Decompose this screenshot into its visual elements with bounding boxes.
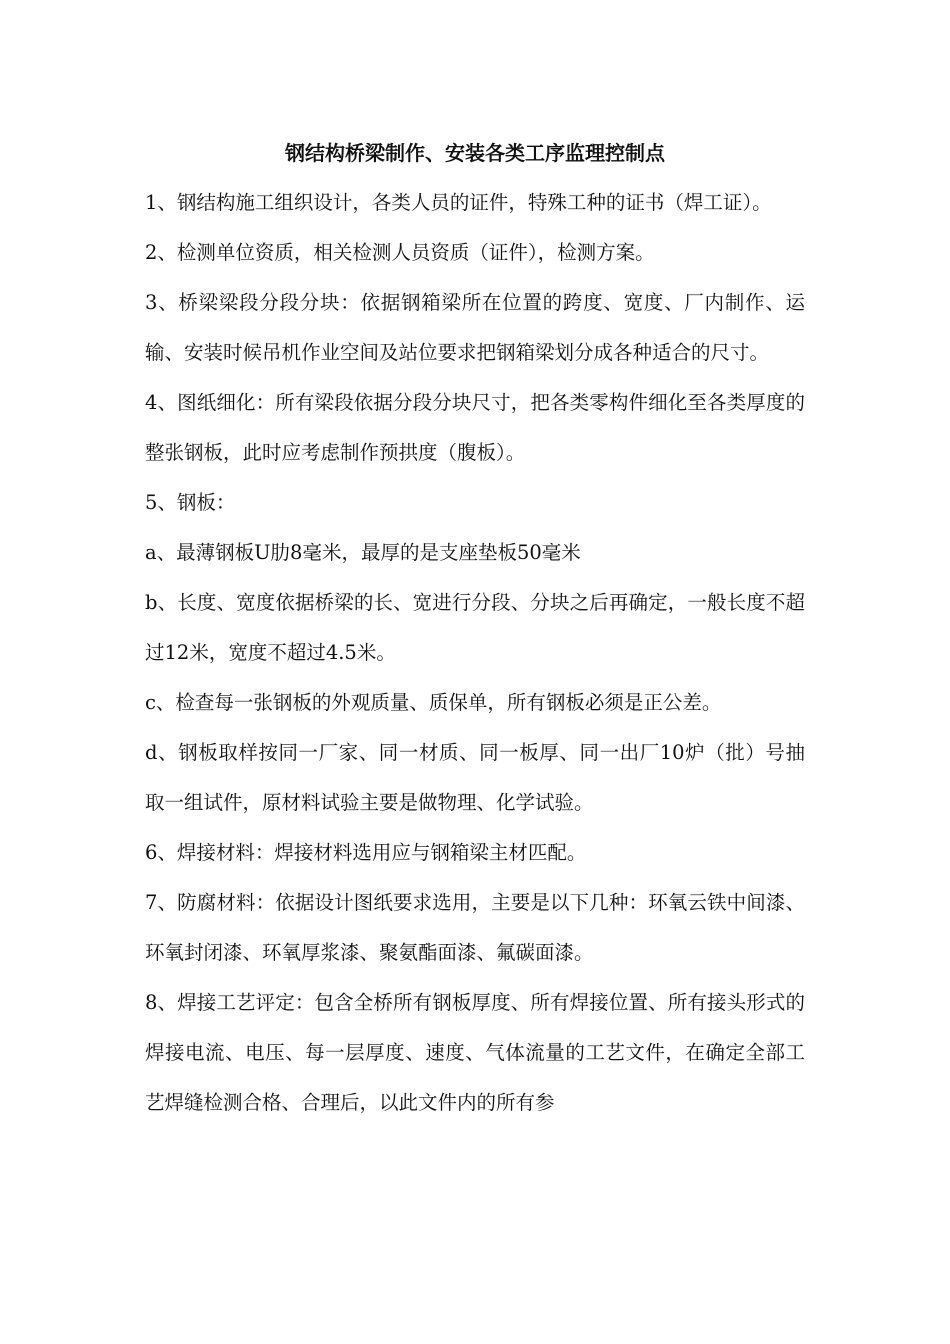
- paragraph-5a: a、最薄钢板U肋8毫米，最厚的是支座垫板50毫米: [145, 541, 581, 564]
- paragraph-5b: b、长度、宽度依据桥梁的长、宽进行分段、分块之后再确定，一般长度不超过12米，宽度不超过4.5米。: [145, 591, 805, 664]
- paragraph-2: 2、检测单位资质，相关检测人员资质（证件），检测方案。: [145, 241, 655, 264]
- paragraph-5c: c、检查每一张钢板的外观质量、质保单，所有钢板必须是正公差。: [145, 691, 722, 714]
- paragraph-7: 7、防腐材料：依据设计图纸要求选用，主要是以下几种：环氧云铁中间漆、环氧封闭漆、环氧厚浆漆、聚氨酯面漆、氟碳面漆。: [145, 891, 805, 964]
- document-body: [145, 128, 805, 1128]
- paragraph-4: 4、图纸细化：所有梁段依据分段分块尺寸，把各类零构件细化至各类厚度的整张钢板，此时应考虑制作预拱度（腹板）。: [145, 391, 805, 464]
- paragraph-1: 1、钢结构施工组织设计，各类人员的证件，特殊工种的证书（焊工证）。: [145, 191, 772, 214]
- paragraph-5d: d、钢板取样按同一厂家、同一材质、同一板厚、同一出厂10炉（批）号抽取一组试件，原材料试验主要是做物理、化学试验。: [145, 741, 805, 814]
- paragraph-5: 5、钢板：: [145, 491, 236, 514]
- paragraph-8: 8、焊接工艺评定：包含全桥所有钢板厚度、所有焊接位置、所有接头形式的焊接电流、电压、每一层厚度、速度、气体流量的工艺文件，在确定全部工艺焊缝检测合格、合理后，以此文件内的所有参: [145, 991, 805, 1114]
- paragraph-3: 3、桥梁梁段分段分块：依据钢箱梁所在位置的跨度、宽度、厂内制作、运输、安装时候吊机作业空间及站位要求把钢箱梁划分成各种适合的尺寸。: [145, 291, 805, 364]
- document-title: 钢结构桥梁制作、安装各类工序监理控制点: [285, 141, 665, 165]
- paragraph-6: 6、焊接材料：焊接材料选用应与钢箱梁主材匹配。: [145, 841, 587, 864]
